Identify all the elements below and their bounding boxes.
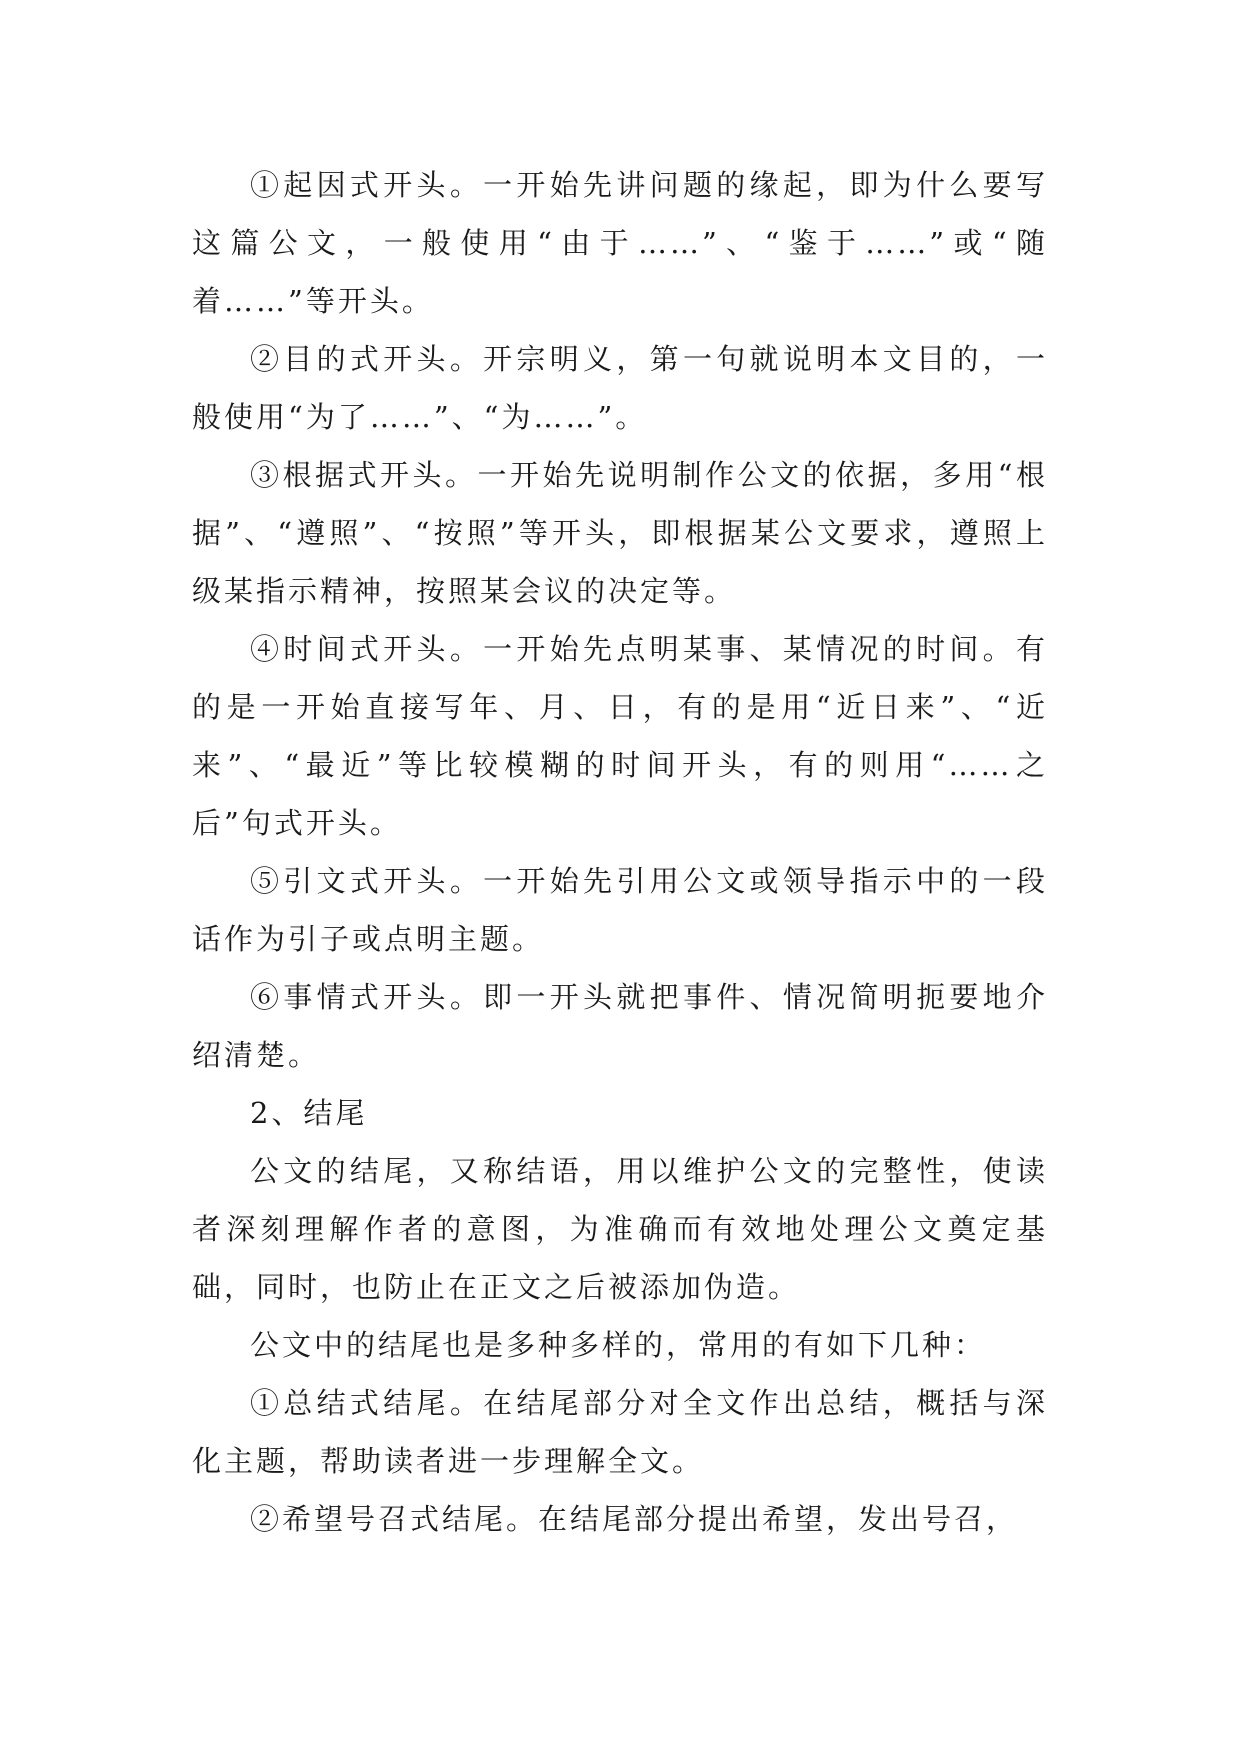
document-body <box>192 156 1048 1548</box>
paragraph-opening-purpose: ②目的式开头。开宗明义，第一句就说明本文目的，一般使用“为了……”、“为……”。 <box>192 342 1048 434</box>
paragraph-ending-intro: 公文的结尾，又称结语，用以维护公文的完整性，使读者深刻理解作者的意图，为准确而有效地处理公文奠定基础，同时，也防止在正文之后被添加伪造。 <box>192 1154 1048 1304</box>
section-heading-ending: 2、结尾 <box>250 1096 368 1130</box>
paragraph-opening-time: ④时间式开头。一开始先点明某事、某情况的时间。有的是一开始直接写年、月、日，有的是用“近日来”、“近来”、“最近”等比较模糊的时间开头，有的则用“……之后”句式开头。 <box>192 632 1048 840</box>
paragraph-opening-cause: ①起因式开头。一开始先讲问题的缘起，即为什么要写这篇公文，一般使用“由于……”、“鉴于……”或“随着……”等开头。 <box>192 168 1048 318</box>
paragraph-ending-hope: ②希望号召式结尾。在结尾部分提出希望，发出号召， <box>250 1502 1019 1536</box>
paragraph-opening-basis: ③根据式开头。一开始先说明制作公文的依据，多用“根据”、“遵照”、“按照”等开头，即根据某公文要求，遵照上级某指示精神，按照某会议的决定等。 <box>192 458 1048 608</box>
paragraph-ending-summary: ①总结式结尾。在结尾部分对全文作出总结，概括与深化主题，帮助读者进一步理解全文。 <box>192 1386 1048 1478</box>
paragraph-opening-quote: ⑤引文式开头。一开始先引用公文或领导指示中的一段话作为引子或点明主题。 <box>192 864 1048 956</box>
paragraph-ending-types: 公文中的结尾也是多种多样的，常用的有如下几种： <box>250 1328 987 1362</box>
paragraph-opening-event: ⑥事情式开头。即一开头就把事件、情况简明扼要地介绍清楚。 <box>192 980 1048 1072</box>
